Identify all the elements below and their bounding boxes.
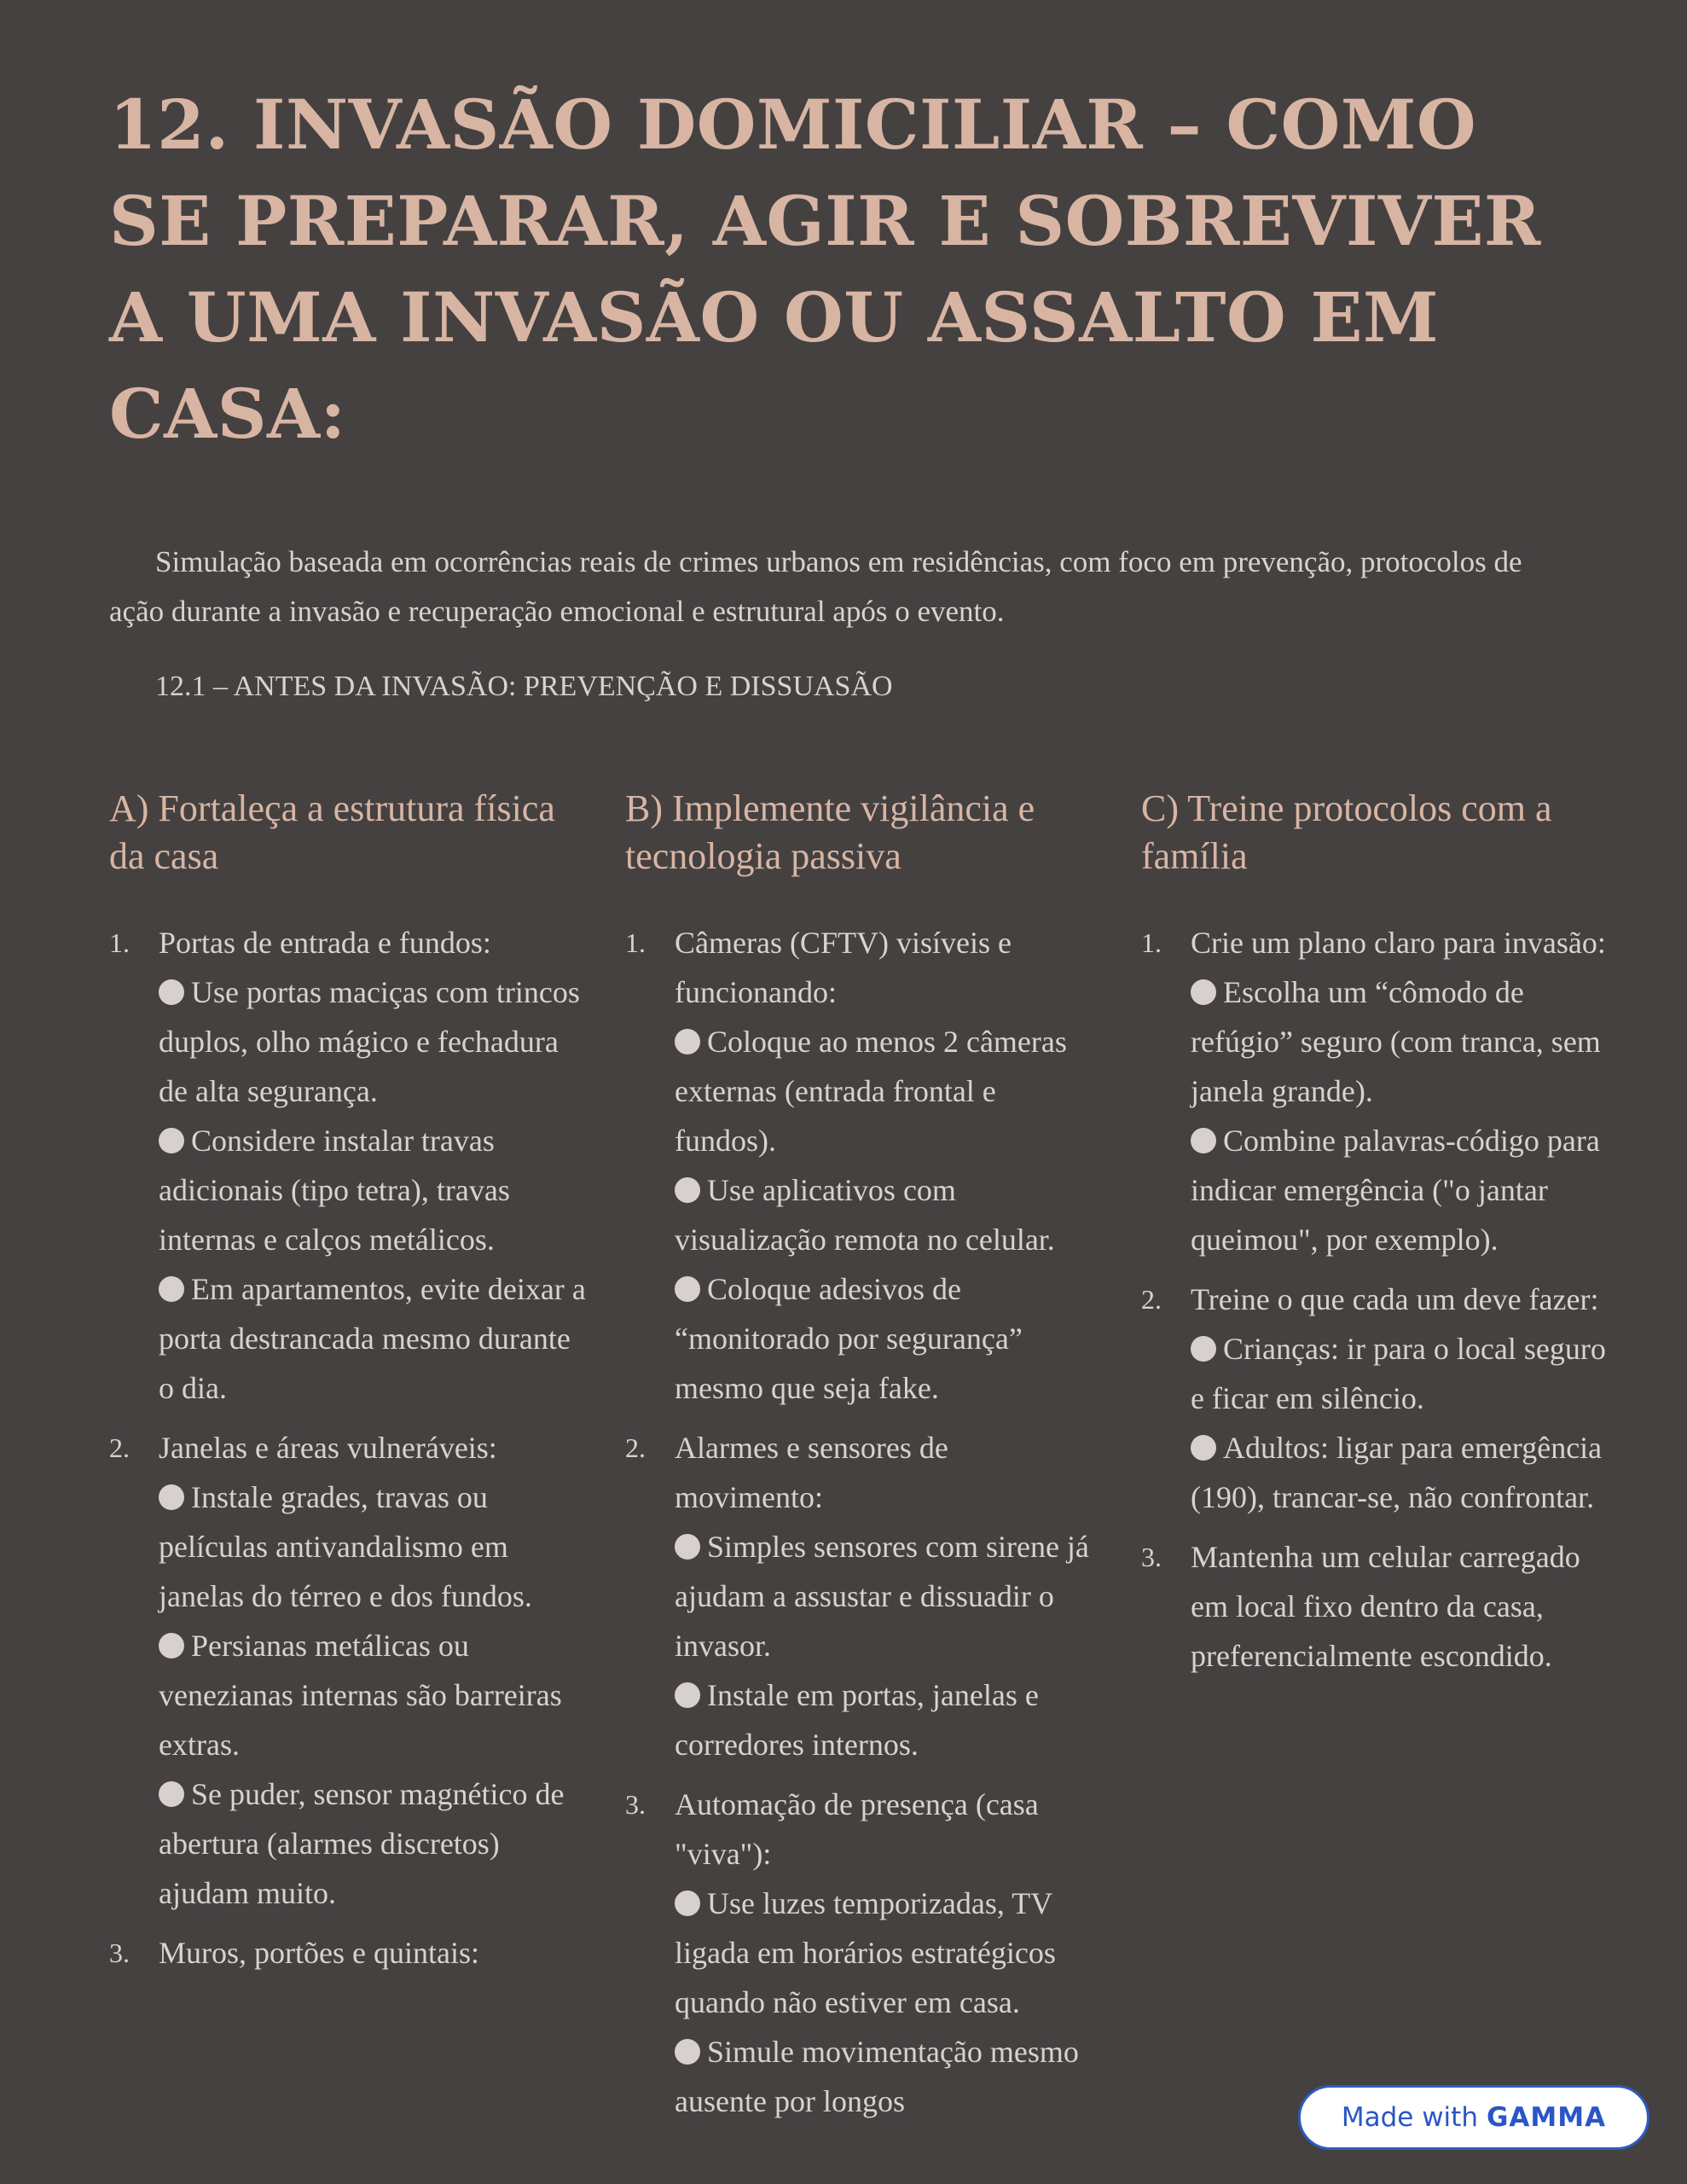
- bullet-text: Persianas metálicas ou venezianas internas são barreiras extras.: [159, 1629, 562, 1762]
- bullet-text: Se puder, sensor magnético de abertura (alarmes discretos) ajudam muito.: [159, 1777, 565, 1910]
- item-number: 2.: [109, 1432, 130, 1463]
- bullet-point: [159, 1264, 587, 1413]
- item-title: Muros, portões e quintais:: [159, 1936, 479, 1970]
- list-item: [1141, 1532, 1619, 1681]
- page-title: 12. INVASÃO DOMICILIAR – COMO SE PREPARAR, AGIR E SOBREVIVER A UMA INVASÃO OU ASSALTO EM CASA:: [109, 84, 1541, 454]
- bullet-point: [675, 2027, 1103, 2126]
- bullet-text: Simule movimentação mesmo ausente por longos: [675, 2035, 1079, 2118]
- item-number: 3.: [625, 1789, 646, 1820]
- bullet-dot-icon: [159, 1781, 184, 1807]
- bullet-dot-icon: [675, 1276, 700, 1302]
- bullet-text: Combine palavras-código para indicar emergência ("o jantar queimou", por exemplo).: [1191, 1124, 1600, 1257]
- item-title: Crie um plano claro para invasão:: [1191, 926, 1606, 960]
- bullet-text: Coloque adesivos de “monitorado por segurança” mesmo que seja fake.: [675, 1272, 1023, 1405]
- item-number: 2.: [625, 1432, 646, 1463]
- bullet-point: [675, 1879, 1103, 2027]
- item-number: 1.: [109, 927, 130, 958]
- bullet-dot-icon: [159, 979, 184, 1005]
- numbered-list: [109, 918, 587, 1978]
- bullet-dot-icon: [159, 1128, 184, 1153]
- bullet-dot-icon: [675, 1177, 700, 1203]
- made-with-gamma-badge[interactable]: [1298, 2085, 1649, 2150]
- section-heading: 12.1 – ANTES DA INVASÃO: PREVENÇÃO E DISSUASÃO: [155, 671, 893, 702]
- bullet-text: Instale grades, travas ou películas antivandalismo em janelas do térreo e dos fundos.: [159, 1480, 532, 1613]
- bullet-dot-icon: [1191, 1435, 1216, 1461]
- item-number: 1.: [625, 927, 646, 958]
- list-item: [625, 1780, 1103, 2126]
- bullet-dot-icon: [1191, 1128, 1216, 1153]
- intro-paragraph: Simulação baseada em ocorrências reais de crimes urbanos em residências, com foco em prevenção, protocolos de ação durante a invasão e recuperação emocional e estrutural após o evento.: [109, 545, 1522, 628]
- bullet-text: Simples sensores com sirene já ajudam a assustar e dissuadir o invasor.: [675, 1530, 1089, 1663]
- item-number: 2.: [1141, 1284, 1162, 1315]
- bullet-dot-icon: [159, 1633, 184, 1658]
- bullet-point: [159, 1621, 587, 1769]
- bullet-point: [1191, 1423, 1619, 1522]
- bullet-point: [675, 1017, 1103, 1165]
- column-heading: C) Treine protocolos com a família: [1141, 787, 1552, 877]
- column-b: [625, 785, 1103, 2136]
- item-title: Treine o que cada um deve fazer:: [1191, 1282, 1599, 1316]
- list-item: [1141, 918, 1619, 1264]
- bullet-point: [159, 967, 587, 1116]
- bullet-dot-icon: [675, 1029, 700, 1054]
- bullet-point: [1191, 1324, 1619, 1423]
- bullet-point: [675, 1670, 1103, 1769]
- bullet-text: Crianças: ir para o local seguro e ficar em silêncio.: [1191, 1332, 1606, 1415]
- numbered-list: [625, 918, 1103, 2126]
- numbered-list: [1141, 918, 1619, 1681]
- item-title: Câmeras (CFTV) visíveis e funcionando:: [675, 926, 1012, 1009]
- item-title: Janelas e áreas vulneráveis:: [159, 1431, 497, 1465]
- bullet-dot-icon: [1191, 979, 1216, 1005]
- bullet-dot-icon: [159, 1276, 184, 1302]
- item-number: 1.: [1141, 927, 1162, 958]
- bullet-text: Escolha um “cômodo de refúgio” seguro (com tranca, sem janela grande).: [1191, 975, 1601, 1108]
- column-heading: A) Fortaleça a estrutura física da casa: [109, 787, 555, 877]
- bullet-text: Coloque ao menos 2 câmeras externas (entrada frontal e fundos).: [675, 1025, 1067, 1158]
- list-item: [109, 1928, 587, 1978]
- bullet-dot-icon: [675, 1682, 700, 1708]
- list-item: [109, 1423, 587, 1918]
- list-item: [109, 918, 587, 1413]
- bullet-text: Use luzes temporizadas, TV ligada em horários estratégicos quando não estiver em casa.: [675, 1886, 1056, 2019]
- bullet-text: Em apartamentos, evite deixar a porta destrancada mesmo durante o dia.: [159, 1272, 586, 1405]
- bullet-text: Adultos: ligar para emergência (190), trancar-se, não confrontar.: [1191, 1431, 1603, 1514]
- bullet-dot-icon: [675, 2039, 700, 2065]
- bullet-text: Use portas maciças com trincos duplos, olho mágico e fechadura de alta segurança.: [159, 975, 580, 1108]
- bullet-point: [159, 1472, 587, 1621]
- bullet-point: [675, 1264, 1103, 1413]
- bullet-point: [1191, 1116, 1619, 1264]
- gamma-logo: GAMMA: [1486, 2102, 1607, 2133]
- item-title: Automação de presença (casa "viva"):: [675, 1787, 1039, 1871]
- column-heading: B) Implemente vigilância e tecnologia passiva: [625, 787, 1035, 877]
- item-number: 3.: [109, 1937, 130, 1968]
- bullet-point: [1191, 967, 1619, 1116]
- bullet-dot-icon: [1191, 1336, 1216, 1362]
- bullet-text: Instale em portas, janelas e corredores internos.: [675, 1678, 1039, 1762]
- bullet-point: [159, 1769, 587, 1918]
- bullet-point: [159, 1116, 587, 1264]
- bullet-point: [675, 1165, 1103, 1264]
- bullet-point: [675, 1522, 1103, 1670]
- item-title: Mantenha um celular carregado em local fixo dentro da casa, preferencialmente escondido.: [1191, 1540, 1580, 1673]
- list-item: [625, 918, 1103, 1413]
- list-item: [1141, 1275, 1619, 1522]
- bullet-dot-icon: [159, 1484, 184, 1510]
- bullet-text: Use aplicativos com visualização remota no celular.: [675, 1173, 1055, 1257]
- badge-prefix: Made with: [1341, 2102, 1478, 2133]
- bullet-dot-icon: [675, 1534, 700, 1560]
- column-c: [1141, 785, 1619, 1691]
- bullet-dot-icon: [675, 1891, 700, 1916]
- bullet-text: Considere instalar travas adicionais (tipo tetra), travas internas e calços metálicos.: [159, 1124, 510, 1257]
- item-number: 3.: [1141, 1542, 1162, 1572]
- item-title: Portas de entrada e fundos:: [159, 926, 491, 960]
- column-a: [109, 785, 587, 1988]
- item-title: Alarmes e sensores de movimento:: [675, 1431, 948, 1514]
- list-item: [625, 1423, 1103, 1769]
